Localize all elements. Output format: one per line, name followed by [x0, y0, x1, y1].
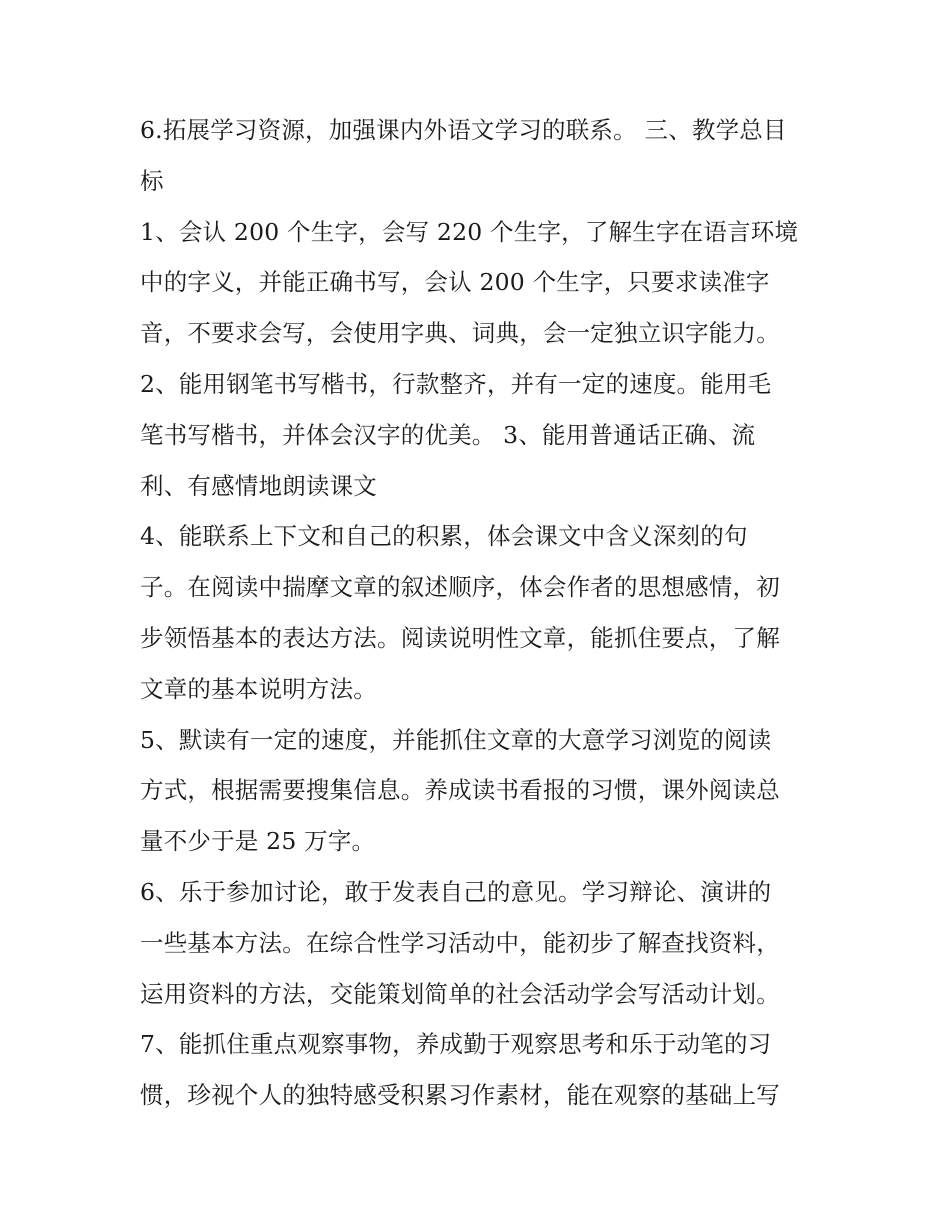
text-line: 笔书写楷书，并体会汉字的优美。 3、能用普通话正确、流 [140, 420, 756, 449]
text-line: 7、能抓住重点观察事物，养成勤于观察思考和乐于动笔的习 [140, 1030, 772, 1059]
text-line: 音，不要求会写，会使用字典、词典，会一定独立识字能力。 [140, 319, 780, 348]
text-line: 利、有感情地朗读课文 [140, 471, 377, 500]
text-line: 1、会认 200 个生字，会写 220 个生字，了解生字在语言环境 [140, 217, 799, 246]
text-line: 中的字义，并能正确书写，会认 200 个生字，只要求读准字 [140, 268, 770, 297]
text-line: 步领悟基本的表达方法。阅读说明性文章，能抓住要点，了解 [140, 623, 780, 652]
text-line: 6、乐于参加讨论，敢于发表自己的意见。学习辩论、演讲的 [140, 877, 772, 906]
text-line: 方式，根据需要搜集信息。养成读书看报的习惯，课外阅读总 [140, 776, 780, 805]
body-text [140, 105, 820, 1121]
text-line: 文章的基本说明方法。 [140, 674, 377, 703]
text-line: 4、能联系上下文和自己的积累，体会课文中含义深刻的句 [140, 522, 748, 551]
text-line: 子。在阅读中揣摩文章的叙述顺序，体会作者的思想感情，初 [140, 573, 780, 602]
text-line: 5、默读有一定的速度，并能抓住文章的大意学习浏览的阅读 [140, 725, 772, 754]
text-line: 6.拓展学习资源，加强课内外语文学习的联系。 三、教学总目 [140, 116, 787, 144]
text-line: 2、能用钢笔书写楷书，行款整齐，并有一定的速度。能用毛 [140, 369, 772, 398]
text-line: 惯，珍视个人的独特感受积累习作素材，能在观察的基础上写 [140, 1081, 780, 1110]
text-line: 量不少于是 25 万字。 [140, 827, 376, 856]
text-line: 一些基本方法。在综合性学习活动中，能初步了解查找资料， [140, 928, 780, 957]
text-line: 运用资料的方法，交能策划简单的社会活动学会写活动计划。 [140, 979, 780, 1008]
text-line: 标 [140, 166, 164, 195]
